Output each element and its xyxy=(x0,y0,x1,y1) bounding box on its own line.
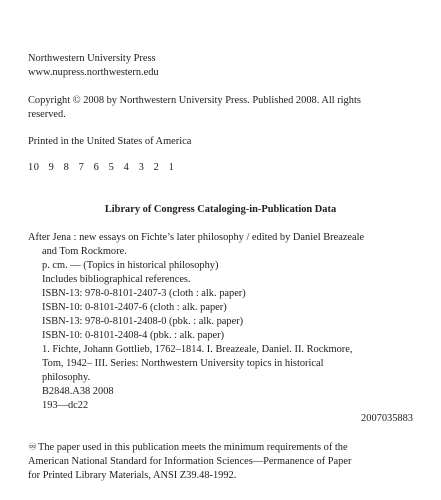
cip-isbn-10-cloth: ISBN-10: 0-8101-2407-6 (cloth : alk. paper) xyxy=(42,302,227,313)
cip-isbn-13-cloth: ISBN-13: 978-0-8101-2407-3 (cloth : alk. paper) xyxy=(42,288,246,299)
cip-heading: Library of Congress Cataloging-in-Publication Data xyxy=(104,204,337,215)
copyright-line-1: Copyright © 2008 by Northwestern University Press. Published 2008. All rights xyxy=(28,95,361,106)
publisher-url: www.nupress.northwestern.edu xyxy=(28,67,159,78)
cip-lc-call-number: B2848.A38 2008 xyxy=(42,386,114,397)
recycled-paper-icon: ♾ xyxy=(28,442,37,453)
cip-isbn-13-pbk: ISBN-13: 978-0-8101-2408-0 (pbk. : alk. paper) xyxy=(42,316,244,327)
paper-notice-text-1: The paper used in this publication meets the minimum requirements of the xyxy=(37,442,348,453)
cip-bibliography-note: Includes bibliographical references. xyxy=(42,274,191,285)
paper-notice-line-2: American National Standard for Information Sciences—Permanence of Paper xyxy=(28,456,352,467)
cip-subjects-continuation: Tom, 1942– III. Series: Northwestern University topics in historical xyxy=(42,358,324,369)
paper-notice-line-3: for Printed Library Materials, ANSI Z39.48-1992. xyxy=(28,470,237,481)
cip-series-line: p. cm. — (Topics in historical philosophy) xyxy=(42,260,219,271)
cip-lccn: 2007035883 xyxy=(361,413,413,424)
paper-notice-line-1 xyxy=(28,441,348,454)
printing-numbers: 10 9 8 7 6 5 4 3 2 1 xyxy=(28,162,175,173)
cip-dewey-number: 193—dc22 xyxy=(42,400,89,411)
cip-title-continuation: and Tom Rockmore. xyxy=(42,246,127,257)
cip-title-line: After Jena : new essays on Fichte’s later philosophy / edited by Daniel Breazeale xyxy=(28,232,365,243)
cip-subjects-end: philosophy. xyxy=(42,372,91,383)
cip-subjects-line: 1. Fichte, Johann Gottlieb, 1762–1814. I. Breazeale, Daniel. II. Rockmore, xyxy=(42,344,353,355)
publisher-name: Northwestern University Press xyxy=(28,53,156,64)
printed-in: Printed in the United States of America xyxy=(28,136,192,147)
cip-isbn-10-pbk: ISBN-10: 0-8101-2408-4 (pbk. : alk. paper) xyxy=(42,330,225,341)
copyright-line-2: reserved. xyxy=(28,109,66,120)
